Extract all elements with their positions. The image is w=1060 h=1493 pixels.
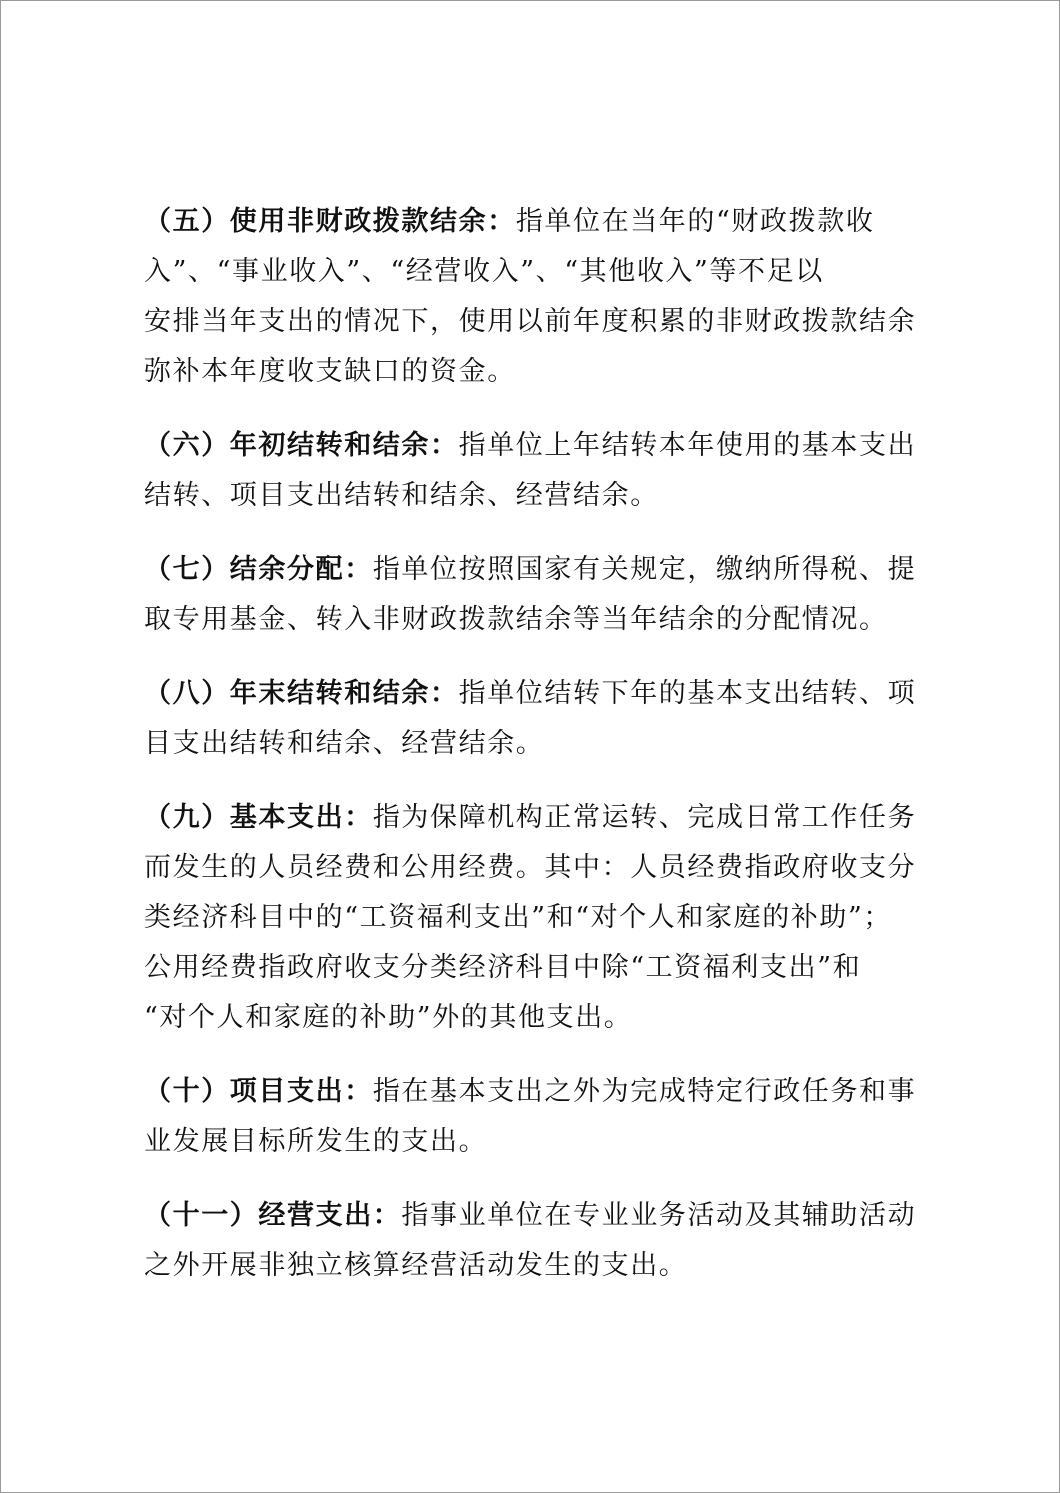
term-heading: （十一）经营支出：: [144, 1200, 402, 1231]
paragraph-5: [144, 197, 944, 397]
paragraph-line: 弥补本年度收支缺口的资金。: [144, 356, 516, 387]
paragraph-line: 安排当年支出的情况下，使用以前年度积累的非财政拨款结余: [144, 306, 917, 337]
term-heading: （六）年初结转和结余：: [144, 430, 459, 461]
definition-text: 指单位结转下年的基本支出结转、项: [458, 678, 917, 709]
paragraph-line: “对个人和家庭的补助”外的其他支出。: [144, 1002, 633, 1033]
definition-text: 指单位按照国家有关规定，缴纳所得税、提: [372, 554, 917, 585]
paragraph-11: [144, 1191, 944, 1291]
term-heading: （五）使用非财政拨款结余：: [144, 206, 516, 237]
paragraph-line: 之外开展非独立核算经营活动发生的支出。: [144, 1250, 688, 1281]
term-heading: （九）基本支出：: [144, 802, 373, 833]
paragraph-line: [144, 197, 944, 247]
paragraph-line: [144, 545, 944, 595]
paragraph-line: 结转、项目支出结转和结余、经营结余。: [144, 480, 659, 511]
definition-text: 指在基本支出之外为完成特定行政任务和事: [372, 1076, 917, 1107]
paragraph-line: 目支出结转和结余、经营结余。: [144, 728, 545, 759]
term-heading: （七）结余分配：: [144, 554, 373, 585]
paragraph-line: 业发展目标所发生的支出。: [144, 1126, 488, 1157]
term-heading: （十）项目支出：: [144, 1076, 373, 1107]
paragraph-line: 类经济科目中的“工资福利支出”和“对个人和家庭的补助”；: [144, 902, 893, 933]
paragraph-line: [144, 793, 944, 843]
paragraph-10: [144, 1067, 944, 1167]
paragraph-line: [144, 1067, 944, 1117]
definition-text: 指为保障机构正常运转、完成日常工作任务: [372, 802, 917, 833]
paragraph-line: [144, 1191, 944, 1241]
paragraph-line: 入”、“事业收入”、“经营收入”、“其他收入”等不足以: [144, 256, 824, 287]
paragraph-line: [144, 421, 944, 471]
document-body: [144, 197, 944, 1315]
paragraph-line: 而发生的人员经费和公用经费。其中：人员经费指政府收支分: [144, 852, 917, 883]
paragraph-8: [144, 669, 944, 769]
paragraph-9: [144, 793, 944, 1043]
paragraph-line: [144, 669, 944, 719]
paragraph-6: [144, 421, 944, 521]
paragraph-line: 公用经费指政府收支分类经济科目中除“工资福利支出”和: [144, 952, 862, 983]
term-heading: （八）年末结转和结余：: [144, 678, 459, 709]
paragraph-line: 取专用基金、转入非财政拨款结余等当年结余的分配情况。: [144, 604, 888, 635]
definition-text: 指单位在当年的“财政拨款收: [515, 206, 875, 237]
paragraph-7: [144, 545, 944, 645]
definition-text: 指单位上年结转本年使用的基本支出: [458, 430, 917, 461]
definition-text: 指事业单位在专业业务活动及其辅助活动: [401, 1200, 917, 1231]
